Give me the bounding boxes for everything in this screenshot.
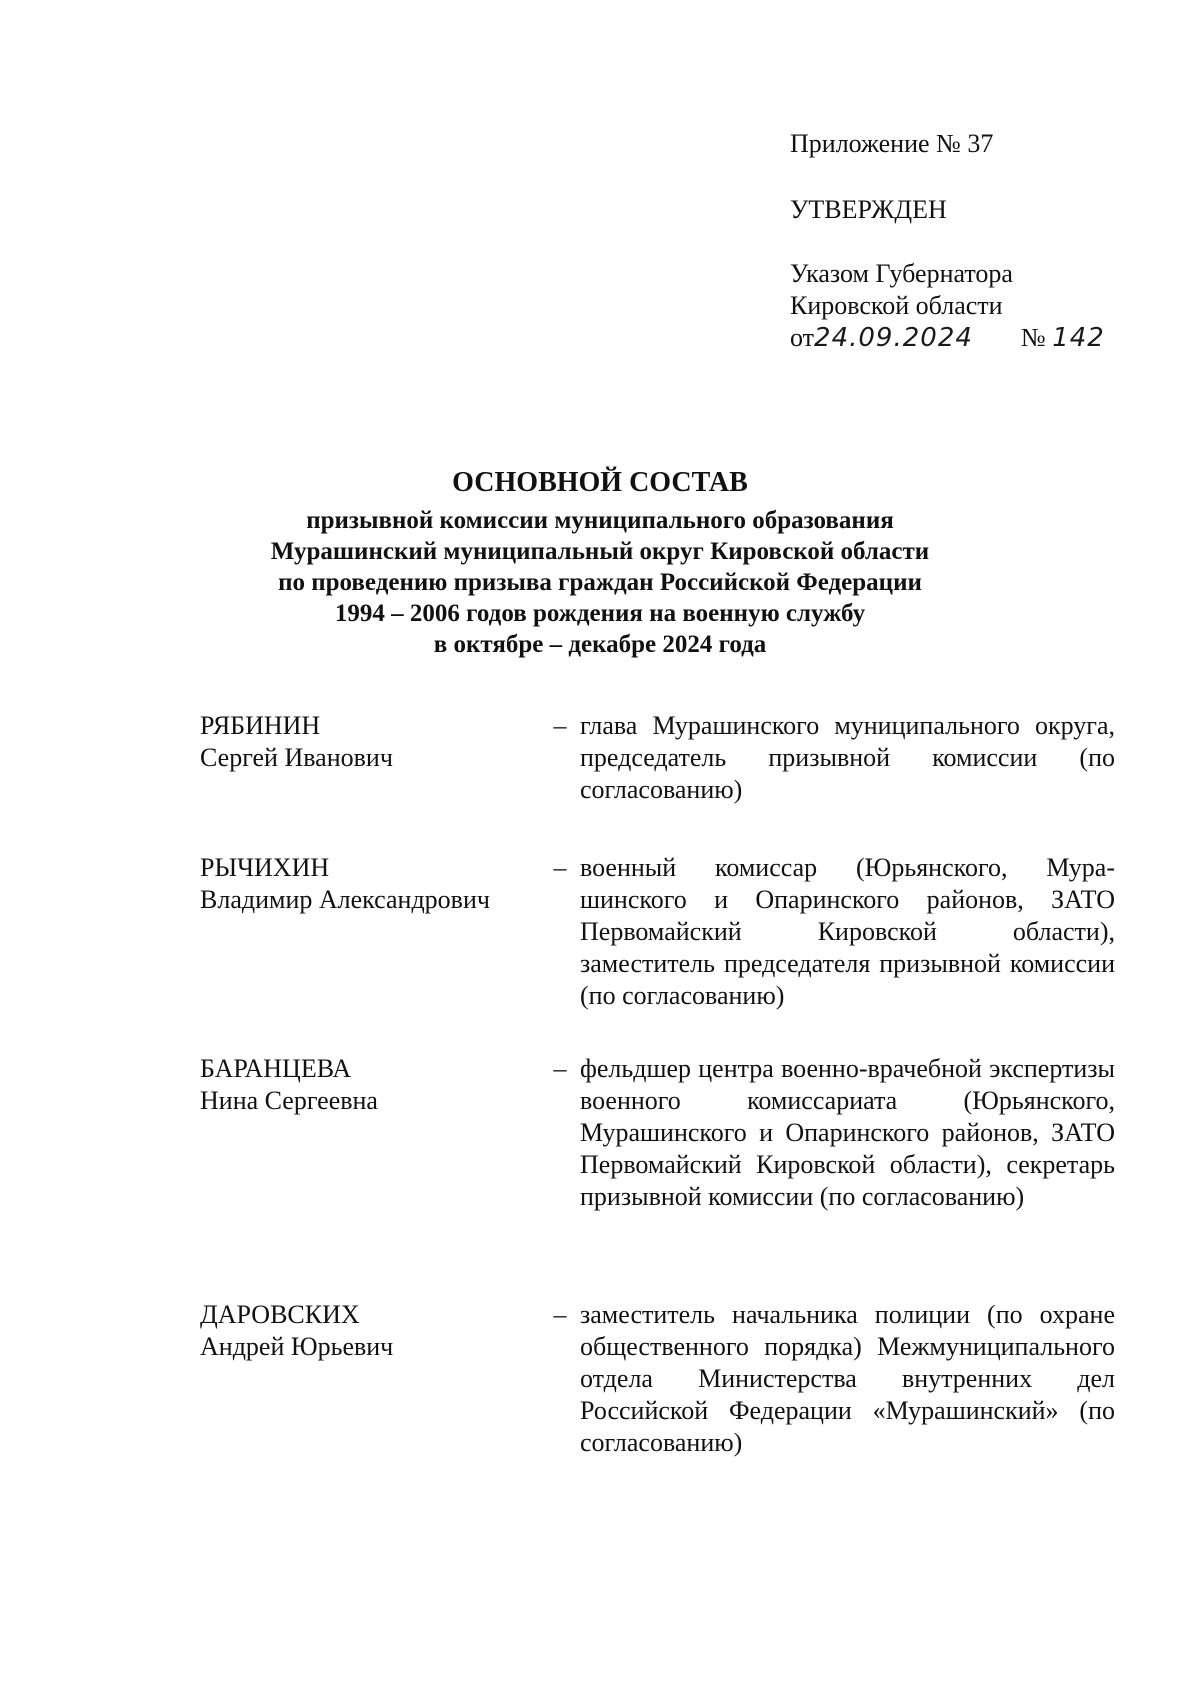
member-role: военный комиссар (Юрьянского, Мурашинского и Опаринского районов, ЗАТО Первомайский Кировской области), заместитель председателя призывной комиссии (по согласованию) — [580, 853, 1115, 1010]
appendix-number: Приложение № 37 — [790, 129, 994, 158]
member-name — [200, 1299, 540, 1363]
decree-line-1: Указом Губернатора — [790, 259, 1013, 288]
document-title — [160, 465, 1040, 660]
title-line-4: 1994 – 2006 годов рождения на военную службу — [334, 600, 866, 627]
member-dash: – — [553, 1054, 567, 1083]
member-dash: – — [553, 1300, 567, 1329]
member-role: фельдшер центра военно-врачебной экспертизы военного комиссариата (Юрьянского, Мурашинского и Опаринского районов, ЗАТО Первомайский Кировской области), секретарь призывной комиссии (по согласованию) — [580, 1054, 1115, 1211]
member-name — [200, 852, 540, 916]
member-name — [200, 710, 540, 774]
title-line-2: Мурашинский муниципальный округ Кировской области — [270, 538, 930, 565]
member-given-name: Владимир Александрович — [200, 885, 490, 914]
number-prefix: № — [1020, 323, 1046, 352]
member-dash: – — [553, 853, 567, 882]
approved-stamp-text: УТВЕРЖДЕН — [790, 195, 947, 224]
date-prefix: от — [790, 323, 815, 352]
title-line-3: по проведению призыва граждан Российской Федерации — [278, 569, 922, 596]
member-surname: ДАРОВСКИХ — [200, 1300, 360, 1329]
handwritten-date: 24.09.2024 — [814, 323, 973, 353]
title-main: ОСНОВНОЙ СОСТАВ — [452, 467, 748, 498]
member-dash: – — [553, 711, 567, 740]
member-given-name: Нина Сергеевна — [200, 1086, 378, 1115]
member-role: заместитель начальника полиции (по охране общественного порядка) Межмуниципального отдела Министерства внутренних дел Российской Федерации «Мурашинский» (по согласованию) — [580, 1300, 1115, 1457]
decree-line-2: Кировской области — [790, 291, 1003, 320]
member-given-name: Сергей Иванович — [200, 743, 393, 772]
member-role: глава Мурашинского муниципального округа, председатель призывной комиссии (по согласованию) — [580, 711, 1115, 804]
member-surname: БАРАНЦЕВА — [200, 1054, 352, 1083]
member-surname: РЫЧИХИН — [200, 853, 330, 882]
title-line-5: в октябре – декабре 2024 года — [433, 631, 767, 658]
member-name — [200, 1053, 540, 1117]
approval-block — [790, 128, 1150, 354]
member-surname: РЯБИНИН — [200, 711, 321, 740]
handwritten-number: 142 — [1052, 323, 1105, 353]
member-given-name: Андрей Юрьевич — [200, 1332, 394, 1361]
title-line-1: призывной комиссии муниципального образования — [306, 507, 894, 534]
decree-date-line — [790, 322, 1150, 354]
